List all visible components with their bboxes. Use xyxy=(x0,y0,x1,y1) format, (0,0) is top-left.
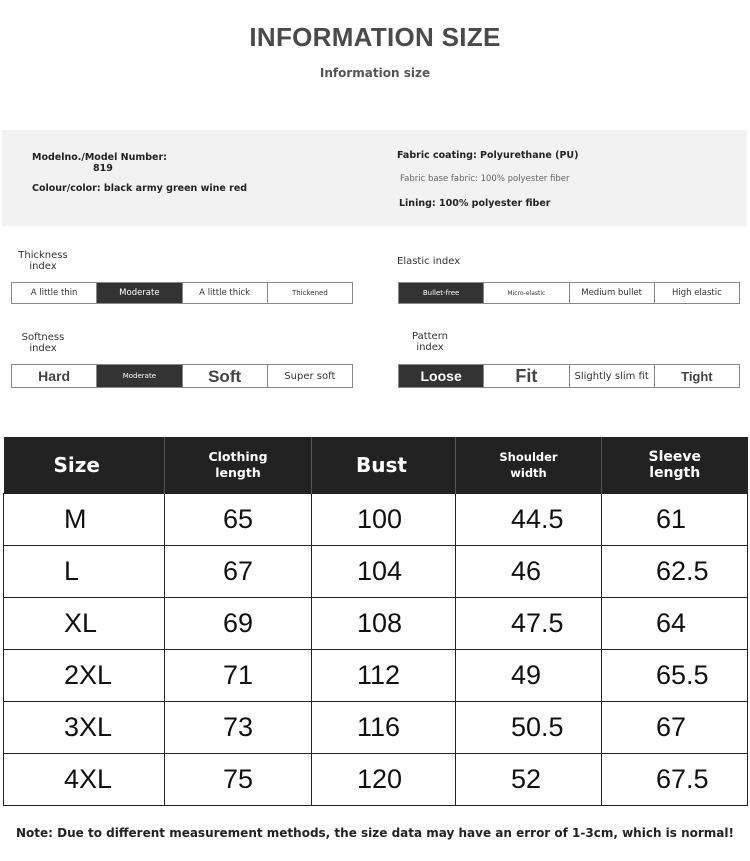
fabric-base: Fabric base fabric: 100% polyester fiber xyxy=(400,174,570,184)
table-row xyxy=(4,650,748,702)
elastic-option: Medium bullet xyxy=(570,283,655,303)
softness-option: Hard xyxy=(12,365,97,387)
bust-cell: 104 xyxy=(312,546,456,598)
pattern-option: Slightly slim fit xyxy=(570,365,655,387)
size-cell: L xyxy=(4,546,165,598)
softness-option: Super soft xyxy=(284,370,336,382)
softness-index-label xyxy=(14,332,72,354)
sleeve-length-cell: 65.5 xyxy=(602,650,748,702)
header-sleeve-length: Sleeve length xyxy=(602,437,748,494)
header-clothing-length: Clothing length xyxy=(165,437,312,494)
size-cell: 4XL xyxy=(4,754,165,806)
clothing-length-cell: 69 xyxy=(165,598,312,650)
table-row xyxy=(4,546,748,598)
thickness-option: Thickened xyxy=(291,288,328,297)
page-subtitle: Information size xyxy=(319,66,431,80)
product-info-panel xyxy=(2,130,747,226)
pattern-label-line1: Pattern xyxy=(412,331,448,342)
size-cell: 2XL xyxy=(4,650,165,702)
model-label: Modelno./Model Number: xyxy=(32,152,167,163)
header-shoulder-width: Shoulder width xyxy=(456,437,602,494)
pattern-index-label xyxy=(409,331,451,353)
size-cell: XL xyxy=(4,598,165,650)
softness-label-line1: Softness xyxy=(21,332,65,343)
elastic-scale xyxy=(398,282,740,304)
thickness-index-label xyxy=(14,250,72,272)
shoulder-width-cell: 44.5 xyxy=(456,494,602,546)
pattern-option: Tight xyxy=(681,368,713,384)
clothing-length-cell: 65 xyxy=(165,494,312,546)
table-row xyxy=(4,598,748,650)
bust-cell: 108 xyxy=(312,598,456,650)
clothing-length-cell: 73 xyxy=(165,702,312,754)
shoulder-width-cell: 52 xyxy=(456,754,602,806)
fabric-coating: Fabric coating: Polyurethane (PU) xyxy=(397,150,579,161)
clothing-length-cell: 67 xyxy=(165,546,312,598)
elastic-option: High elastic xyxy=(671,287,722,298)
sleeve-length-cell: 62.5 xyxy=(602,546,748,598)
shoulder-width-cell: 49 xyxy=(456,650,602,702)
bust-cell: 120 xyxy=(312,754,456,806)
elastic-option: Micro-elastic xyxy=(484,283,569,303)
shoulder-width-cell: 46 xyxy=(456,546,602,598)
measurement-note: Note: Due to different measurement methods, the size data may have an error of 1-3cm, which is normal! xyxy=(16,826,734,840)
model-number: 819 xyxy=(93,163,113,174)
softness-option-selected: Moderate xyxy=(97,365,182,387)
bust-cell: 116 xyxy=(312,702,456,754)
thickness-option-selected: Moderate xyxy=(97,283,182,303)
softness-scale xyxy=(11,364,353,388)
thickness-option: A little thick xyxy=(183,283,268,303)
thickness-label-line1: Thickness xyxy=(18,250,68,261)
shoulder-width-cell: 50.5 xyxy=(456,702,602,754)
size-table-header xyxy=(4,437,748,494)
bust-cell: 112 xyxy=(312,650,456,702)
header-bust: Bust xyxy=(312,437,456,494)
pattern-label-line2: index xyxy=(416,342,444,353)
thickness-scale xyxy=(11,282,353,304)
sleeve-length-cell: 67 xyxy=(602,702,748,754)
lining-info: Lining: 100% polyester fiber xyxy=(399,198,551,209)
thickness-option: A little thin xyxy=(12,283,97,303)
clothing-length-cell: 75 xyxy=(165,754,312,806)
sleeve-length-cell: 67.5 xyxy=(602,754,748,806)
bust-cell: 100 xyxy=(312,494,456,546)
size-table xyxy=(3,437,748,806)
pattern-option: Fit xyxy=(484,365,569,387)
elastic-option-selected: Bullet-free xyxy=(399,283,484,303)
softness-option: Soft xyxy=(183,365,268,387)
thickness-label-line2: index xyxy=(29,261,57,272)
header-size: Size xyxy=(4,437,165,494)
size-cell: 3XL xyxy=(4,702,165,754)
pattern-option-selected: Loose xyxy=(399,365,484,387)
table-row xyxy=(4,494,748,546)
clothing-length-cell: 71 xyxy=(165,650,312,702)
table-row xyxy=(4,702,748,754)
size-cell: M xyxy=(4,494,165,546)
shoulder-width-cell: 47.5 xyxy=(456,598,602,650)
elastic-index-label: Elastic index xyxy=(397,256,461,267)
table-row xyxy=(4,754,748,806)
colour-info: Colour/color: black army green wine red xyxy=(32,183,248,194)
page-title: INFORMATION SIZE xyxy=(249,22,501,52)
pattern-scale xyxy=(398,364,740,388)
sleeve-length-cell: 61 xyxy=(602,494,748,546)
sleeve-length-cell: 64 xyxy=(602,598,748,650)
softness-label-line2: index xyxy=(29,343,57,354)
